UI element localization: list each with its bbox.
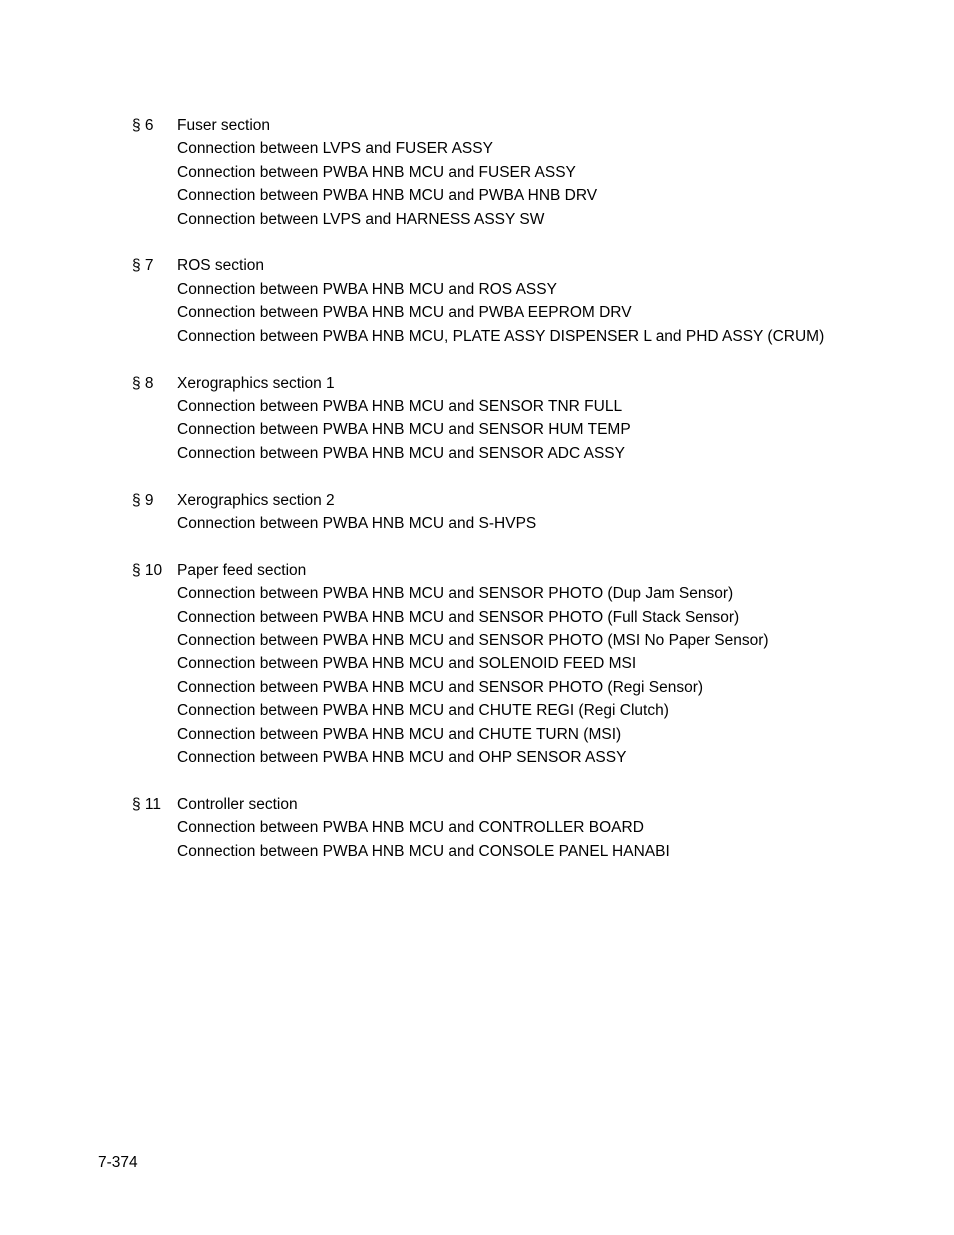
- section-number: § 7: [132, 257, 154, 275]
- section-title: Controller section: [177, 795, 298, 813]
- connection-item: Connection between PWBA HNB MCU and SENSOR TNR FULL: [177, 397, 623, 415]
- page-number: 7-374: [98, 1154, 138, 1171]
- connection-item: Connection between PWBA HNB MCU and PWBA HNB DRV: [177, 187, 598, 205]
- section-title: Xerographics section 2: [177, 491, 335, 509]
- section-heading: [132, 372, 932, 395]
- section-heading: [132, 254, 932, 277]
- connection-item: Connection between PWBA HNB MCU and SOLENOID FEED MSI: [177, 655, 637, 673]
- section-title: Paper feed section: [177, 561, 307, 579]
- connection-item: Connection between PWBA HNB MCU and SENSOR ADC ASSY: [177, 444, 625, 462]
- connection-item: Connection between PWBA HNB MCU and CHUTE REGI (Regi Clutch): [177, 702, 669, 720]
- connection-item: Connection between PWBA HNB MCU and SENSOR HUM TEMP: [177, 421, 631, 439]
- connection-item: Connection between PWBA HNB MCU and SENSOR PHOTO (Full Stack Sensor): [177, 608, 740, 626]
- section-number: § 11: [132, 795, 162, 813]
- connection-item: Connection between PWBA HNB MCU and S-HVPS: [177, 514, 537, 532]
- connection-item: Connection between PWBA HNB MCU and OHP SENSOR ASSY: [177, 748, 627, 766]
- section-10: [132, 559, 932, 770]
- section-8: [132, 372, 932, 466]
- section-number: § 6: [132, 117, 154, 134]
- section-heading: [132, 489, 932, 512]
- connection-item: Connection between PWBA HNB MCU and CONTROLLER BOARD: [177, 819, 644, 837]
- section-list: [132, 114, 932, 887]
- section-title: Fuser section: [177, 117, 271, 134]
- connection-item: Connection between PWBA HNB MCU, PLATE ASSY DISPENSER L and PHD ASSY (CRUM): [177, 327, 825, 345]
- section-6: [132, 114, 932, 231]
- connection-item: Connection between PWBA HNB MCU and SENSOR PHOTO (Dup Jam Sensor): [177, 585, 734, 603]
- section-number: § 10: [132, 561, 163, 579]
- section-9: [132, 489, 932, 536]
- section-11: [132, 793, 932, 863]
- connection-item: Connection between PWBA HNB MCU and PWBA EEPROM DRV: [177, 304, 632, 322]
- connection-item: Connection between PWBA HNB MCU and SENSOR PHOTO (Regi Sensor): [177, 678, 704, 696]
- section-title: Xerographics section 1: [177, 374, 335, 392]
- connection-item: Connection between PWBA HNB MCU and CHUTE TURN (MSI): [177, 725, 622, 743]
- section-7: [132, 254, 932, 348]
- connection-item: Connection between PWBA HNB MCU and ROS ASSY: [177, 280, 557, 298]
- connection-item: Connection between PWBA HNB MCU and SENSOR PHOTO (MSI No Paper Sensor): [177, 632, 769, 650]
- section-title: ROS section: [177, 257, 265, 275]
- connection-item: Connection between LVPS and FUSER ASSY: [177, 140, 493, 158]
- connection-item: Connection between LVPS and HARNESS ASSY SW: [177, 210, 545, 228]
- section-number: § 9: [132, 491, 154, 509]
- section-heading: [132, 114, 932, 137]
- connection-item: Connection between PWBA HNB MCU and CONSOLE PANEL HANABI: [177, 842, 670, 860]
- section-number: § 8: [132, 374, 154, 392]
- section-heading: [132, 559, 932, 582]
- connection-item: Connection between PWBA HNB MCU and FUSER ASSY: [177, 163, 576, 181]
- section-heading: [132, 793, 932, 816]
